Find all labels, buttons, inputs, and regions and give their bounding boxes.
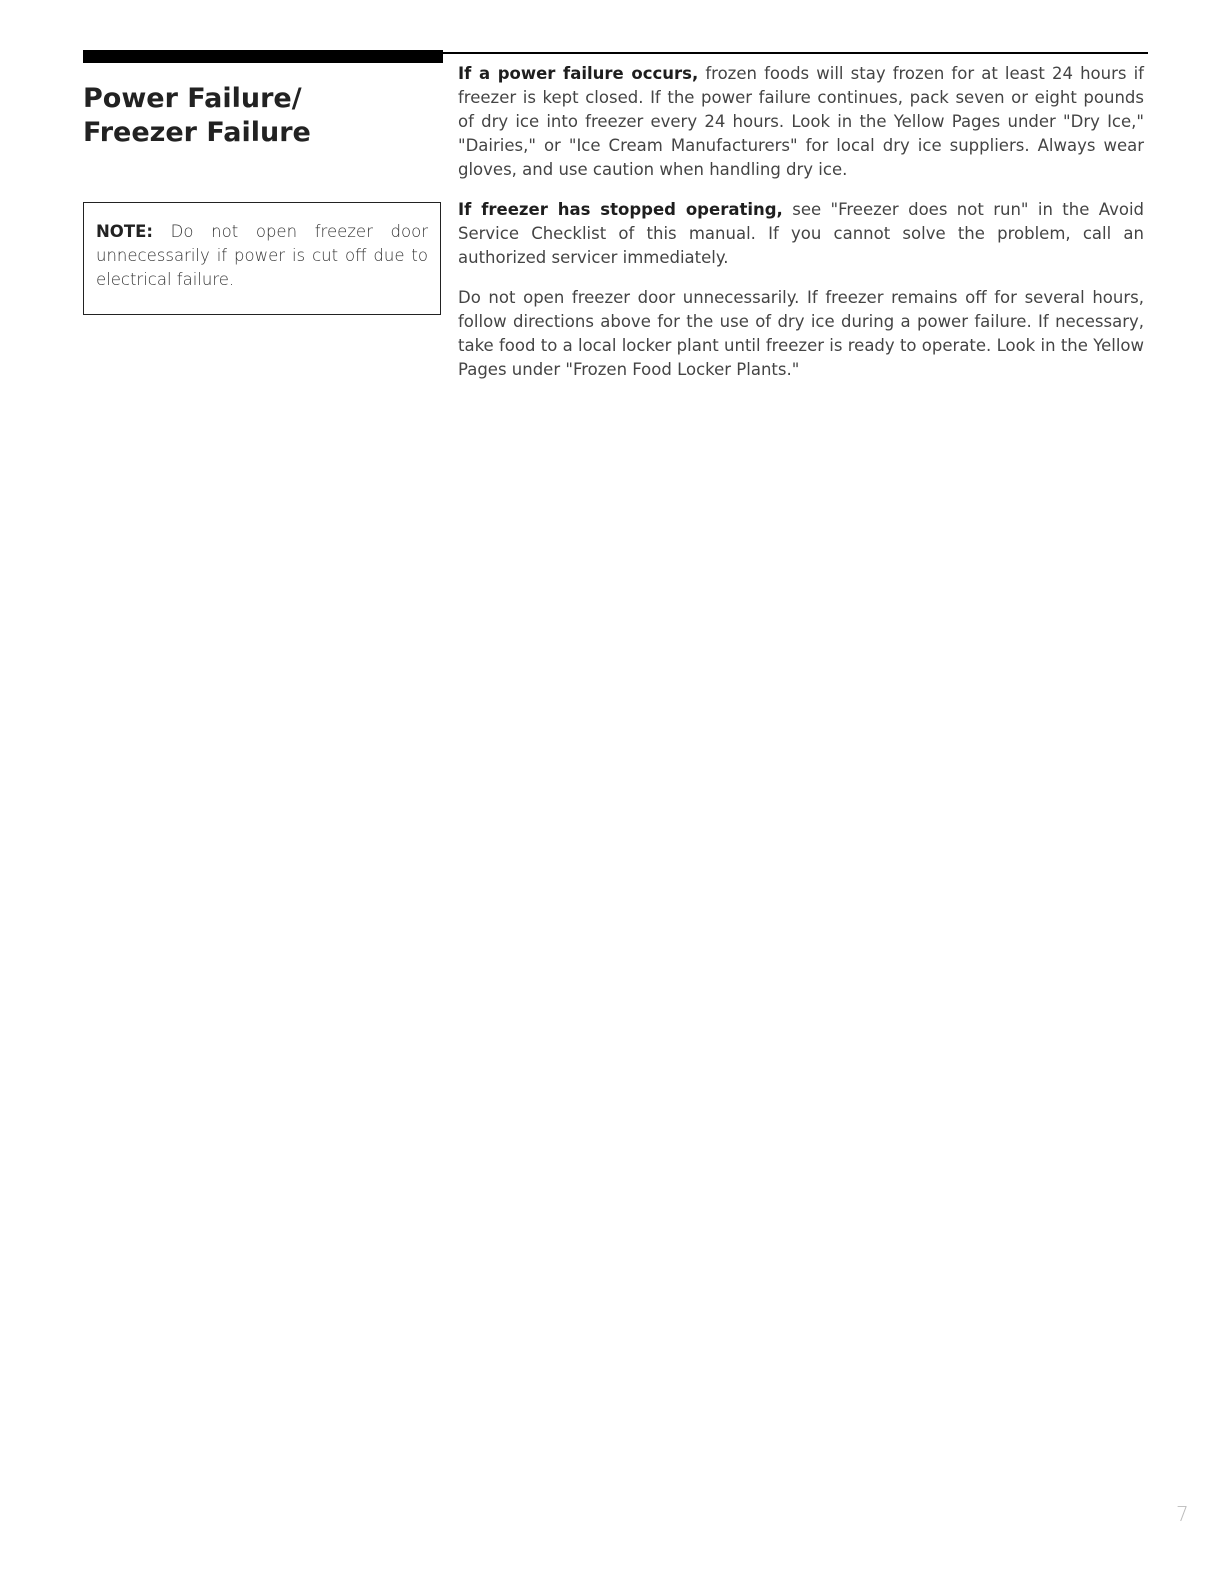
paragraph-text-door-closed: Do not open freezer door unnecessarily. If freezer remains off for several hours, follow directions above for the use of dry ice during a power failure. If necessary, take food to a local locker plant until freezer is ready to operate. Look in the Yellow Pages under "Frozen Food Locker Plants." [458, 288, 1144, 379]
paragraph-lead-freezer-stopped: If freezer has stopped operating, [458, 200, 783, 219]
note-box [83, 202, 441, 315]
header-rule-thin [443, 52, 1148, 54]
paragraph-lead-power-failure: If a power failure occurs, [458, 64, 699, 83]
note-label: NOTE: [96, 222, 153, 241]
page-number: 7 [1176, 1502, 1189, 1526]
paragraph-power-failure [458, 62, 1144, 182]
paragraph-text-freezer-stopped: see "Freezer does not run" in the Avoid Service Checklist of this manual. If you cannot solve the problem, call an authorized servicer immediately. [458, 200, 1145, 267]
paragraph-freezer-stopped [458, 198, 1144, 270]
body-column [458, 62, 1144, 398]
paragraph-door-closed [458, 286, 1144, 382]
section-title-line-1: Power Failure/ [83, 83, 302, 114]
paragraph-text-power-failure: frozen foods will stay frozen for at least 24 hours if freezer is kept closed. If the power failure continues, pack seven or eight pounds of dry ice into freezer every 24 hours. Look in the Yellow Pages under "Dry Ice," "Dairies," or "Ice Cream Manufacturers" for local dry ice suppliers. Always wear gloves, and use caution when handling dry ice. [458, 64, 1144, 179]
section-title [83, 82, 423, 150]
header-rule-thick [83, 50, 443, 63]
section-title-line-2: Freezer Failure [83, 117, 311, 148]
note-text: Do not open freezer door unnecessarily if power is cut off due to electrical failure. [96, 222, 428, 289]
